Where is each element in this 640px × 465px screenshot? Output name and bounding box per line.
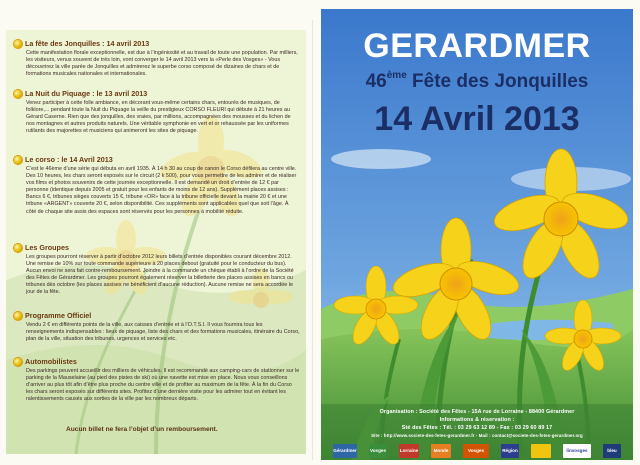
- section-automobilistes: [14, 356, 300, 403]
- information-line: Informations & réservation :: [439, 417, 515, 423]
- section-programme: [14, 310, 300, 343]
- info-panel: [6, 30, 306, 454]
- edition-suffix: ème: [386, 70, 407, 81]
- section-nuit-piquage: [14, 88, 300, 135]
- edition-number: 46: [365, 71, 387, 92]
- section-title: La fête des Jonquilles : 14 avril 2013: [25, 39, 150, 48]
- section-body: C’est le 46ème d’une série qui débuta en avril 1935. À 14 h 30 au coup de canon le Corso défilera au centre ville. Des 10 heures, les chars seront exposés sur le circuit (2 k 500), pour vous permettre de les admirer et de réaliser vos films et photos souvenirs de cette journée exceptionnelle. Il est demandé un droit d’entrée de 12 € par personne (identique depuis 2005 et gratuit pour les enfants de moins de 12 ans). Supplément places assises : Bancs 6 €, tribunes sièges couverts 15 €, tribune «OR» face à la tribune officielle devant la mairie 20 € et une tribune «ARGENT» couverte 20 €, selon disponibilité. Ces suppléments sont applicables quel que soit l’âge. À côté de chaque site assis des espaces sont réservés pour les personnes à mobilité réduite.: [26, 166, 297, 215]
- title-city: GERARDMER: [363, 27, 591, 65]
- event-name: Fête des Jonquilles: [412, 71, 589, 92]
- sponsor-logo: Lorraine: [399, 444, 419, 458]
- section-body: Vendu 2 € en différents points de la ville, aux caisses d’entrée et à l’O.T.S.I. Il vous fournira tous les renseignements indispensables : lieux de piquage, liste des chars et des formations musicales, itinéraire du Corso, plan de la ville, situation des tribunes, urgences et services etc.: [26, 322, 300, 343]
- section-title: La Nuit du Piquage : le 13 avril 2013: [25, 89, 148, 98]
- sponsor-logos: [321, 441, 633, 460]
- sponsor-logo: [531, 444, 551, 458]
- sponsor-logo: Vosges: [369, 444, 387, 458]
- daffodil-bullet-icon: [14, 40, 22, 48]
- fold-divider: [312, 20, 313, 460]
- title-date: 14 Avril 2013: [374, 100, 580, 138]
- section-groupes: [14, 242, 300, 297]
- sponsor-logo: Monde: [431, 444, 451, 458]
- contact-line: Sté des Fêtes : Tél. : 03 29 63 12 89 - Fax : 03 29 60 89 17: [401, 425, 553, 431]
- section-title: Les Groupes: [25, 243, 69, 252]
- sponsor-logo: linvosges: [563, 444, 591, 458]
- section-body: Les groupes pourront réserver à partir d’octobre 2012 leurs billets d’entrée disponibles courant décembre 2012. Une remise de 10% sur toute commande supérieure à 20 places debout (gratuité pour le conducteur du bus). Aucun envoi ne sera fait contre-remboursement. Joindre à la commande un chèque établi à l’ordre de la Société des Fêtes de Gérardmer. Les groupes pourront également réserver la billetterie des places assises en bancs ou tribunes dès octobre (les places assises ne bénéficient d’aucune réduction). Aucune remise ne sera accordée le jour de la fête.: [26, 254, 294, 296]
- section-title: Programme Officiel: [25, 311, 92, 320]
- section-title: Le corso : le 14 Avril 2013: [25, 155, 113, 164]
- no-refund-note: Aucun billet ne fera l’objet d’un remboursement.: [66, 426, 218, 433]
- daffodil-bullet-icon: [14, 90, 22, 98]
- section-title: Automobilistes: [25, 357, 77, 366]
- daffodil-bullet-icon: [14, 244, 22, 252]
- daffodil-bullet-icon: [14, 312, 22, 320]
- section-body: Des parkings peuvent accueillir des milliers de véhicules. Il est recommandé aux camping-cars de stationner sur le parking de la Mauselaine (au pied des pistes de ski) où une navette est mise en place. Nous vous conseillons d’arriver au plus tôt afin d’être plus proche du centre ville et de profiter au maximum de la fête. À la fin du Corso les chars seront exposés sur différents sites. Profitez d’une dernière visite pour les admirer tout en évitant les ralentissements causés aux sorties de la ville par les nombreux départs.: [26, 368, 300, 403]
- daffodil-bullet-icon: [14, 358, 22, 366]
- title-edition: [321, 71, 633, 93]
- section-corso: [14, 154, 300, 216]
- sponsor-logo: bleu: [603, 444, 621, 458]
- sponsor-logo: Vosges: [463, 444, 489, 458]
- section-body: Venez participer à cette folle ambiance, en décorant vous-même certains chars, entourés de musiques, de folklore,... pendant toute la Nuit du Piquage la veille du prestigieux CORSO FLEURI qui débute à 21 heures au Gérard Caserne. Rien que des jonquilles, des vraies, par millions, accompagnées des mousses et du lichen de nos montagnes et autres produits naturels. Une véritable symphonie en vert et or rehaussée par les uniformes rutilants des majorettes et musiciens qui animeront les sites de piquage.: [26, 100, 291, 135]
- sponsor-logo: Région: [501, 444, 519, 458]
- organisation-line: Organisation : Société des Fêtes - 15A rue de Lorraine - 88400 Gérardmer: [379, 409, 575, 415]
- section-fete: [14, 38, 300, 78]
- daffodil-bullet-icon: [14, 156, 22, 164]
- sponsor-logo: Gérardmer: [333, 444, 357, 458]
- poster-panel: [321, 9, 633, 460]
- website-line: Site : http://www.societe-des-fetes-gerardmer.fr - Mail : contact@societe-des-fetes-gerardmer.org: [371, 433, 583, 438]
- section-body: Cette manifestation florale exceptionnelle, est due à l’ingéniosité et au travail de toute une population. Par milliers, les visiteurs, venus souvent de très loin, vont converger le 14 avril 2013 vers la «Perle des Vosges» - Vous découvrirez la ville parée de Jonquilles et admirerez le superbe corso composé de dizaines de chars et de formations musicales nationales et internationales.: [26, 50, 298, 78]
